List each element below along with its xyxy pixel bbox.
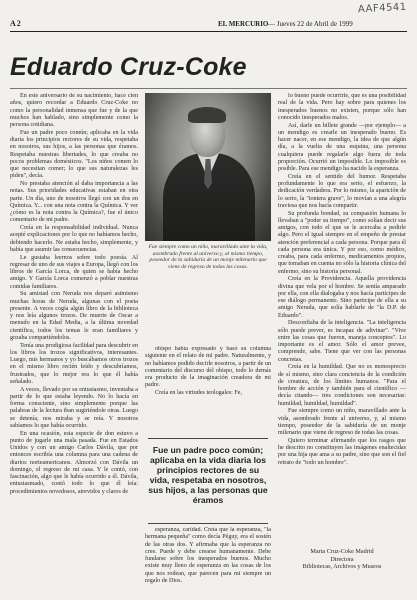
article-column-1	[10, 93, 138, 593]
portrait-hair	[188, 107, 226, 123]
paragraph: A veces, llevado por su entusiasmo, inventaba a partir de lo que estaba leyendo. No lo hacía en forma consciente, sino simplemente porque las palabras de la lectura iban sugiriéndole otras. Luego se detenía, nos miraba y se reía. Y nosotros sabíamos lo que había ocurrido.	[10, 386, 138, 429]
photo-caption: Fue siempre como un niño, maravillado ante la vida, asombrado frente al universo y, al mismo tiempo, poseedor de la sabiduría de un monje milenario que viene de regreso de todas las cosas.	[148, 244, 268, 270]
page-code: A2	[10, 19, 22, 28]
paragraph: Tenía una prodigiosa facilidad para descubrir en los libros los trozos significativos, interesantes. Luego, mis hermanos y yo buscábamos otros trozos en el mismo libro recién leído y descubríamos, frustrados, que lo mejor era lo que él había señalado.	[10, 342, 138, 385]
paragraph: Así, darle un billete grande —por ejemplo— a un mendigo es crearle un inesperado bueno. Es hacer nacer, en ese mendigo, la idea de que algún día, a la vuelta de una esquina, una persona cualquiera puede regalarle algo fuera de toda proporción. Ocurrió un imposible. Lo imposible es posible. Para ese mendigo ha nacido la esperanza.	[278, 122, 406, 172]
paragraph: obispo había expresado y basó su columna siguiente en el relato de mi padre. Naturalmente, y no habíamos podido decirle nosotros, a partir de un comentario del discurso del obispo, todo lo demás era producto de la imaginación creadora de mi padre.	[145, 346, 271, 389]
publication-date: — Jueves 22 de Abril de 1999	[268, 20, 353, 28]
author-institution: Bibliotecas, Archivos y Museos	[302, 563, 382, 571]
article-column-2-bottom	[145, 527, 271, 595]
paragraph: Desconfiaba de la inteligencia. "La inteligencia sólo puede prever, es incapaz de adivinar". "Vive entre las cosas que fueron, maneja conceptos". Lo importante es el amor. Sólo el amor prevee, comprende, sabe. Tiene que ver con las personas concretas.	[278, 320, 406, 363]
author-signature	[280, 548, 404, 571]
article-column-2-top	[145, 346, 271, 432]
masthead	[10, 19, 407, 32]
portrait-photo	[145, 93, 271, 241]
paragraph: Creía en el sentido del humor. Respetaba profundamente lo que era serio, el esfuerzo, la dedicación verdadera. Por lo mismo, la aparición de lo serio, la "tontera grave", lo movían a una alegría traviesa que nos hacía compartir.	[278, 173, 406, 209]
paragraph: Le gustaba leernos sobre todo poesía. Al regresar de uno de sus viajes a Europa, llegó con los libros de García Lorca, de quien se había hecho amigo. Y García Lorca comenzó a poblar nuestras comidas familiares.	[10, 254, 138, 290]
article-title: Eduardo Cruz-Coke	[10, 53, 247, 81]
paragraph: Fue un padre poco común; aplicaba en la vida diaria los principios rectores de su vida, respetaba en nosotros, sus hijos, a las personas que éramos. Respetaba nuestras libertades, lo que creaba no pocos problemas domésticos. "Los niños comen lo que necesitan comer; lo que sus naturalezas les piden", decía.	[10, 129, 138, 180]
paragraph: Fue siempre como un niño, maravillado ante la vida, asombrado frente al universo, y, al mismo tiempo, poseedor de la sabiduría de un monje milenario que viene de regreso de todas las cosas.	[278, 408, 406, 436]
newspaper-name: EL MERCURIO	[218, 20, 269, 28]
handwritten-marginalia: AAF4541	[358, 1, 408, 16]
title-divider	[10, 88, 407, 89]
paragraph: Creía en la responsabilidad individual. Nunca acepté explicaciones por lo que no habíamos hecho, debiendo hacerlo. Ne estaba hecho, simplemente, y había que asumir las consecuencias.	[10, 225, 138, 253]
paragraph: Creía en la humildad. Que no es monosprecio de sí mismo, sino clara conciencia de la condición de creatura, de los límites humanos. "Para el hombre de acción y también para el científico —decía citando— tres condiciones son necesarias: humildad, humildad, humildad".	[278, 364, 406, 407]
paragraph: Su profunda bondad, su compasión humana lo llevaban a "poder su tiempo", como solían decir sus amigos, con todo el que se le acercaba a pedirle algo. Pero el igual siempre en el empeño de prestar atención preferencial a cada persona. Porque para él cada persona era única. Y por eso, como médico, creaba, para cada enfermo, medicamentos propios, que tomaban en cuenta no sólo la historia clínica del enfermo, sino su historia personal.	[278, 210, 406, 275]
paragraph: Creía en la Providencia. Aquella providencia divina que vela por el hombre. Se sentía amparado por ella, con ella dialogaba y nos hacía partícipes de ese diálogo permanente. Sino participe de ella a su amigo Neruda, que solía hablarle de "la D.P. de Eduardo".	[278, 276, 406, 319]
pull-quote: Fue un padre poco común; aplicaba en la vida diaria los principios rectores de su vida, respetaba en nosotros, sus hijos, a las personas que éramos	[148, 438, 268, 524]
paragraph: No prestaba atención al daba importancia a las notas. Sus prioridades educativas estaban en otra parte. Un día, uno de nosotros llegó con un dos en Química. Y... con una nota contra la Química. Y ver ¿cómo es la nota contra la Química?, fue el único comentario de mi padre.	[10, 181, 138, 224]
author-role: Directora	[330, 555, 354, 563]
paragraph: En una ocasión, esta especie de don estuvo a punto de jugarle una mala pasada. Fue en Estados Unidos y con un amigo Carlos Dávila, que por entonces escribía una columna para una cadena de diarios norteamericanos. Almorzó con Dávila un domingo, el regreso de mi casa. Y le contó, con fascinación, algo que le había ocurrido a él. Dávila, entusiasmado, contó todo lo que él leía: procedimientos novedosos, atrevidos y claros de	[10, 430, 138, 495]
paragraph: Quiero terminar afirmando que los rasgos que he descrito no constituyen las imágenes enaltecidas por una hija que ama a su padre, sino que son el fiel retrato de "todo un hombre".	[278, 437, 406, 466]
paragraph: esperanza, caridad. Creía que la esperanza, "la hermana pequeña" como decía Péguy, era el sostén de las otras dos. Y afirmaba que la esperanza no cree. Puede y debe crearse humanamente. Debe fundarse sobre los inesperados buenos. Mucho existe muy lleno de esperanza en las cosas de los que nos rodean, que parecen para mi siempre un regalo de Dios.	[145, 527, 271, 584]
paragraph: Creía en las virtudes teologales: Fe,	[155, 390, 242, 396]
paragraph: En este aniversario de su nacimiento, hace cien años, quiero recordar a Eduardo Cruz-Coke no como la personalidad inmensa que fue y de la que muchos han hablado, sino simplemente como la persona cotidiana.	[10, 93, 138, 128]
paragraph: Su amistad con Neruda nos deparó asimismo muchas horas de Neruda, algunas con el poeta presente. A veces cogía algún libro de la biblioteca y nos leía algunos trozos. De muerte de Oscar a menudo en la Edad Media, a la última novedad científica, todos los temas le eran familiares y gozaba compartiéndolos.	[10, 291, 138, 341]
article-column-3	[278, 93, 406, 543]
author-name: Marta Cruz-Coke Madrid	[310, 548, 374, 555]
paragraph: lo bueno puede ocurrirle, que es una posibilidad real de la vida. Pero hay sobre para quienes los inesperados buenos no existen, porque sólo han conocido inesperados malos.	[278, 93, 406, 121]
